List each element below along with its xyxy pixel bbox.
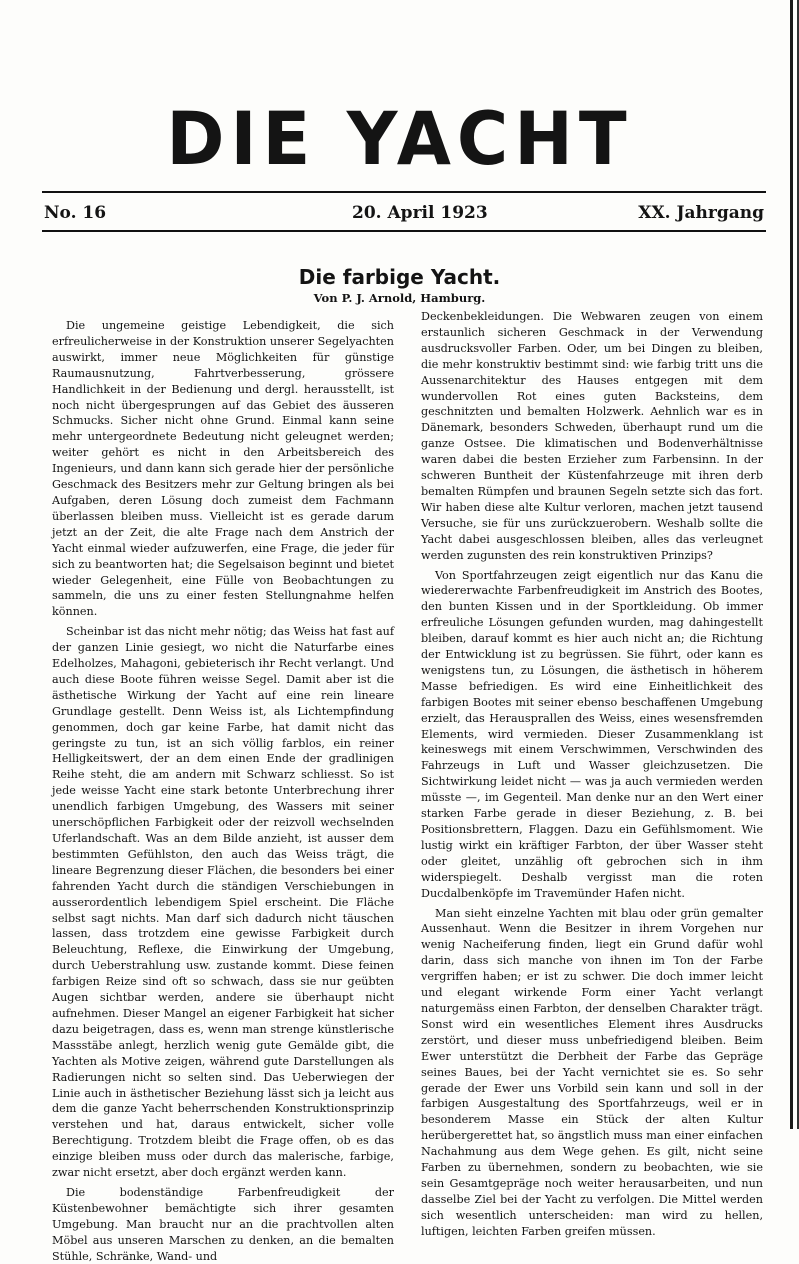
paragraph: Scheinbar ist das nicht mehr nötig; das Weiss hat fast auf der ganzen Linie gesiegt, wo nicht die Naturfarbe eines Edelholzes, Mahagoni, gebieterisch ihr Recht verlangt. Und auch diese Boote führen weisse Segel. Damit aber ist die ästhetische Wirkung der Yacht auf eine rein lineare Grundlage gestellt. Denn Weiss ist, als Lichtempfindung genommen, doch gar keine Farbe, hat damit nicht das geringste zu tun, ist an sich völlig farblos, ein reiner Helligkeitswert, der an dem einen Ende der gradlinigen Reihe steht, die am andern mit Schwarz schliesst. So ist jede weisse Yacht eine stark betonte Unterbrechung ihrer unendlich farbigen Umgebung, des Wassers mit seiner unerschöpflichen Farbigkeit oder der reizvoll wechselnden Uferlandschaft. Was an dem Bilde anzieht, ist ausser dem bestimmten Gefühlston, den auch das Weiss trägt, die lineare Begrenzung dieser Flächen, die besonders bei einer fahrenden Yacht durch die ständigen Verschiebungen in ausserordentlich lebendigem Spiel erscheint. Die Fläche selbst sagt nichts. Man darf sich dadurch nicht täuschen lassen, dass trotzdem eine gewisse Farbigkeit durch Beleuchtung, Reflexe, die Einwirkung der Umgebung, durch Ueberstrahlung usw. zustande kommt. Diese feinen farbigen Reize sind oft so schwach, dass sie nur geübten Augen sichtbar werden, andere sie überhaupt nicht aufnehmen. Dieser Mangel an eigener Farbigkeit hat sicher dazu beigetragen, dass es, wenn man strenge künstlerische Massstäbe anlegt, herzlich wenig gute Gemälde gibt, die Yachten als Motive zeigen, während gute Darstellungen als Radierungen nicht so selten sind. Das Ueberwiegen der Linie auch in ästhetischer Beziehung lässt sich ja leicht aus dem die ganze Yacht beherrschenden Konstruktionsprinzip verstehen und hat, daraus entwickelt, sicher volle Berechtigung. Trotzdem bleibt die Frage offen, ob es das einzige bleiben muss oder durch das malerische, farbige, zwar nicht ersetzt, aber doch ergänzt werden kann. [52, 625, 394, 1180]
masthead-rule-top [42, 191, 766, 193]
issue-number: No. 16 [44, 203, 107, 223]
masthead-title: DIE YACHT [166, 95, 633, 183]
paragraph: Deckenbekleidungen. Die Webwaren zeugen von einem erstaunlich sicheren Geschmack in der Verwendung ausdrucksvoller Farben. Oder, um bei Dingen zu bleiben, die mehr konstruktiv bestimmt sind: wie farbig tritt uns die Aussenarchitektur des Hauses entgegen mit dem wundervollen Rot eines guten Backsteins, dem geschnitzten und bemalten Holzwerk. Aehnlich war es in Dänemark, besonders Schweden, überhaupt rund um die ganze Ostsee. Die klimatischen und Bodenverhältnisse waren dabei die besten Erzieher zum Farbensinn. In der schweren Buntheit der Küstenfahrzeuge mit ihren derb bemalten Rümpfen und braunen Segeln setzte sich das fort. Wir haben diese alte Kultur verloren, machen jetzt tausend Versuche, sie für uns zurückzuerobern. Weshalb sollte die Yacht dabei ausgeschlossen bleiben, alles das verleugnet werden zugunsten des rein konstruktiven Prinzips? [421, 310, 763, 562]
issue-volume: XX. Jahrgang [638, 203, 764, 223]
masthead-rule-bottom [42, 230, 766, 232]
issue-line [44, 203, 764, 227]
article-column-left [52, 318, 394, 1263]
paragraph: Von Sportfahrzeugen zeigt eigentlich nur das Kanu die wiedererwachte Farbenfreudigkeit im Anstrich des Bootes, den bunten Kissen und in der Sportkleidung. Ob immer erfreuliche Lösungen gefunden wurden, mag dahingestellt bleiben, darauf kommt es hier auch nicht an; die Richtung der Entwicklung ist zu begrüssen. Sie führt, oder kann es wenigstens tun, zu Lösungen, die ästhetisch in höherem Masse befriedigen. Es wird eine Einheitlichkeit des farbigen Bootes mit seiner ebenso beschaffenen Umgebung erzielt, das Herausprallen des Weiss, eines wesensfremden Elements, wird vermieden. Dieser Zusammenklang ist keineswegs mit einem Verschwimmen, Verschwinden des Fahrzeugs in Luft und Wasser gleichzusetzen. Die Sichtwirkung leidet nicht — was ja auch vermieden werden müsste —, im Gegenteil. Man denke nur an den Wert einer starken Farbe gerade in dieser Beziehung, z. B. bei Positionsbrettern, Flaggen. Dazu ein Gefühlsmoment. Wie lustig wirkt ein kräftiger Farbton, der über Wasser steht oder gleitet, unzählig oft gebrochen sich in ihm widerspiegelt. Deshalb vergisst man die roten Ducdalbenköpfe im Travemünder Hafen nicht. [421, 568, 763, 900]
article-column-right [421, 309, 763, 1238]
issue-date: 20. April 1923 [352, 203, 488, 223]
paragraph: Die ungemeine geistige Lebendigkeit, die sich erfreulicherweise in der Konstruktion unserer Segelyachten auswirkt, immer neue Möglichkeiten für günstige Raumausnutzung, Fahrtverbesserung, grössere Handlichkeit in der Bedienung und dergl. herausstellt, ist noch nicht übergesprungen auf das Gebiet des äusseren Schmucks. Sicher nicht ohne Grund. Einmal kann seine mehr untergeordnete Bedeutung nicht geleugnet werden; weiter gehört es nicht in den Arbeitsbereich des Ingenieurs, und dann kann sich gerade hier der persönliche Geschmack des Besitzers mehr zur Geltung bringen als bei Aufgaben, deren Lösung doch zumeist dem Fachmann überlassen bleiben muss. Vielleicht ist es gerade darum jetzt an der Zeit, die alte Frage nach dem Anstrich der Yacht einmal wieder aufzuwerfen, eine Frage, die jeder für sich zu beantworten hat; die Segelsaison beginnt und bietet wieder Gelegenheit, eine Fülle von Beobachtungen zu sammeln, die uns zu einer festen Stellungnahme helfen können. [52, 319, 394, 619]
paragraph: Man sieht einzelne Yachten mit blau oder grün gemalter Aussenhaut. Wenn die Besitzer in ihrem Vorgehen nur wenig Nacheiferung finden, liegt ein Grund dafür wohl darin, dass sich manche von ihnen im Ton der Farbe vergriffen haben; er ist zu schwer. Die doch immer leicht und elegant wirkende Form einer Yacht verlangt naturgemäss einen Farbton, der denselben Charakter trägt. Sonst wird ein wesentliches Element ihres Ausdrucks zerstört, und dieser muss unbefriedigend bleiben. Beim Ewer unterstützt die Derbheit der Farbe das Gepräge seines Baues, bei der Yacht vernichtet sie es. So sehr gerade der Ewer uns Vorbild sein kann und soll in der farbigen Ausgestaltung des Sportfahrzeugs, weil er in besonderem Masse ein Stück der alten Kultur herübergerettet hat, so ängstlich muss man einer einfachen Nachahmung aus dem Wege gehen. Es gilt, nicht seine Farben zu übernehmen, sondern zu beobachten, wie sie sein Gesamtgepräge noch weiter herausarbeiten, und nun dasselbe Ziel bei der Yacht zu verfolgen. Die Mittel werden sich wesentlich unterscheiden: man wird zu hellen, luftigen, leichten Farben greifen müssen. [421, 906, 763, 1238]
article-byline: Von P. J. Arnold, Hamburg. [313, 291, 486, 305]
paragraph: Die bodenständige Farbenfreudigkeit der Küstenbewohner bemächtigte sich ihrer gesamten Umgebung. Man braucht nur an die prachtvollen alten Möbel aus unseren Marschen zu denken, an die bemalten Stühle, Schränke, Wand- und [52, 1185, 394, 1263]
article-title: Die farbige Yacht. [298, 265, 501, 289]
